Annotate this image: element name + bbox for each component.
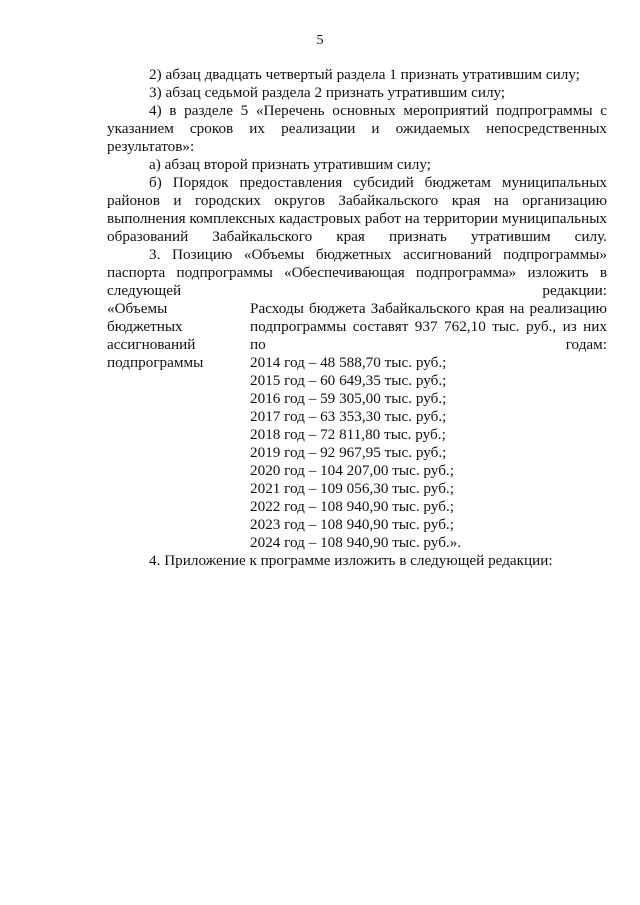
- year-line-2015: 2015 год – 60 649,35 тыс. руб.;: [250, 372, 447, 389]
- year-line-2024: 2024 год – 108 940,90 тыс. руб.».: [250, 534, 462, 551]
- passport-value-intro: Расходы бюджета Забайкальского края на реализацию подпрограммы составят 937 762,10 тыс. руб., из них по годам:: [250, 300, 607, 353]
- year-line-2014: 2014 год – 48 588,70 тыс. руб.;: [250, 354, 447, 371]
- year-line-2018: 2018 год – 72 811,80 тыс. руб.;: [250, 426, 446, 443]
- year-line-2023: 2023 год – 108 940,90 тыс. руб.;: [250, 516, 454, 533]
- passport-label-cell: [107, 300, 250, 552]
- passport-row: [107, 300, 607, 552]
- paragraph-item-b: б) Порядок предоставления субсидий бюджетам муниципальных районов и городских округов Забайкальского края на организацию выполнения комплексных кадастровых работ на территории муниципальных образований Забайкальского края признать утратившим силу.: [107, 174, 607, 245]
- paragraph-item-3: 3) абзац седьмой раздела 2 признать утратившим силу;: [149, 84, 506, 101]
- passport-label-line: бюджетных: [107, 318, 183, 335]
- year-line-2020: 2020 год – 104 207,00 тыс. руб.;: [250, 462, 454, 479]
- paragraph-3-passport-position: 3. Позицию «Объемы бюджетных ассигнований подпрограммы» паспорта подпрограммы «Обеспечивающая подпрограмма» изложить в следующей редакции:: [107, 246, 607, 299]
- passport-value-cell: [250, 300, 607, 552]
- paragraph-item-2: 2) абзац двадцать четвертый раздела 1 признать утратившим силу;: [149, 66, 580, 83]
- passport-label-line: подпрограммы: [107, 354, 204, 371]
- passport-label-line: «Объемы: [107, 300, 168, 317]
- paragraph-item-4: 4) в разделе 5 «Перечень основных мероприятий подпрограммы с указанием сроков их реализации и ожидаемых непосредственных результатов»:: [107, 102, 607, 155]
- year-line-2016: 2016 год – 59 305,00 тыс. руб.;: [250, 390, 447, 407]
- passport-table: [107, 300, 607, 552]
- paragraph-item-a: а) абзац второй признать утратившим силу;: [149, 156, 431, 173]
- page-number: 5: [316, 33, 324, 48]
- passport-label-line: ассигнований: [107, 336, 196, 353]
- year-line-2017: 2017 год – 63 353,30 тыс. руб.;: [250, 408, 447, 425]
- paragraph-4-appendix: 4. Приложение к программе изложить в следующей редакции:: [149, 552, 553, 569]
- year-line-2022: 2022 год – 108 940,90 тыс. руб.;: [250, 498, 454, 515]
- document-body: [107, 66, 607, 570]
- year-line-2019: 2019 год – 92 967,95 тыс. руб.;: [250, 444, 447, 461]
- year-line-2021: 2021 год – 109 056,30 тыс. руб.;: [250, 480, 454, 497]
